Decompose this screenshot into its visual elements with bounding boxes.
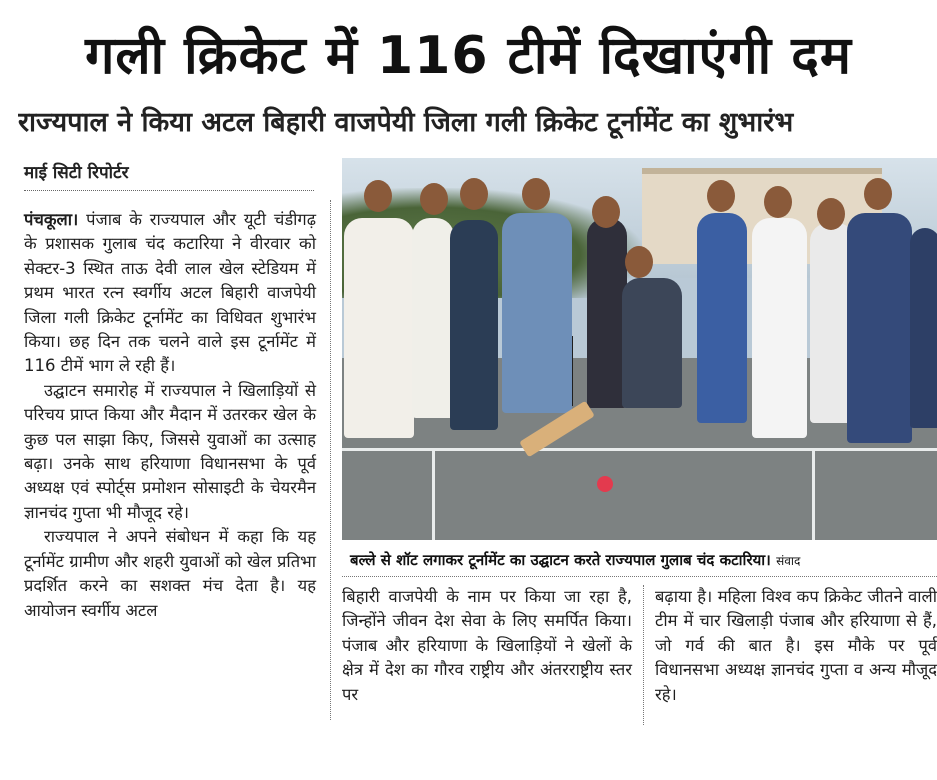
- column-divider-2: [643, 585, 644, 725]
- photo-credit: संवाद: [776, 554, 801, 568]
- person-official: [587, 218, 627, 408]
- paragraph-1-text: पंजाब के राज्यपाल और यूटी चंडीगढ़ के प्रशासक गुलाब चंद कटारिया ने वीरवार को सेक्टर-3 स्थित ताऊ देवी लाल खेल स्टेडियम में प्रथम भारत रत्न स्वर्गीय अटल बिहारी वाजपेयी जिला गली क्रिकेट टूर्नामेंट का विधिवत शुभारंभ किया। छह दिन तक चलने वाले इस टूर्नामेंट में 116 टीमें भाग ले रही हैं।: [24, 210, 316, 376]
- column-3-text: बढ़ाया है। महिला विश्व कप क्रिकेट जीतने वाली टीम में चार खिलाड़ी पंजाब और हरियाणा से हैं, जो गर्व की बात है। इस मौके पर पूर्व विधानसभा अध्यक्ष ज्ञानचंद गुप्ता व अन्य मौजूद रहे।: [655, 587, 937, 704]
- court-line: [432, 448, 435, 540]
- person-head: [460, 178, 488, 210]
- paragraph-1: [24, 208, 316, 379]
- person-head: [625, 246, 653, 278]
- news-photo: [342, 158, 937, 540]
- person-head: [592, 196, 620, 228]
- headline: गली क्रिकेट में 116 टीमें दिखाएंगी दम: [85, 26, 852, 86]
- cricket-ball: [597, 476, 613, 492]
- paragraph-3: राज्यपाल ने अपने संबोधन में कहा कि यह टूर्नामेंट ग्रामीण और शहरी युवाओं को खेल प्रतिभा प्रदर्शित करने का सशक्त मंच देता है। यह आयोजन स्वर्गीय अटल: [24, 527, 316, 620]
- person-official: [450, 220, 498, 430]
- person-head: [707, 180, 735, 212]
- person-head: [864, 178, 892, 210]
- article-column-2: [342, 585, 632, 707]
- byline: माई सिटी रिपोर्टर: [24, 163, 129, 183]
- article-column-3: [655, 585, 937, 707]
- dateline: पंचकूला।: [24, 210, 79, 229]
- person-head: [522, 178, 550, 210]
- court-line: [812, 448, 815, 540]
- caption-text: बल्ले से शॉट लगाकर टूर्नामेंट का उद्घाटन करते राज्यपाल गुलाब चंद कटारिया।: [350, 551, 771, 569]
- person-head: [764, 186, 792, 218]
- person-official: [752, 218, 807, 438]
- byline-divider: [24, 190, 314, 191]
- person-head: [364, 180, 392, 212]
- person-official: [847, 213, 912, 443]
- column-divider-1: [330, 200, 331, 720]
- subheadline: राज्यपाल ने किया अटल बिहारी वाजपेयी जिला गली क्रिकेट टूर्नामेंट का शुभारंभ: [18, 107, 794, 138]
- person-official: [502, 213, 572, 413]
- person-official: [412, 218, 454, 418]
- column-2-text: बिहारी वाजपेयी के नाम पर किया जा रहा है, जिन्होंने जीवन देश सेवा के लिए समर्पित किया। पंजाब और हरियाणा के खिलाड़ियों ने खेलों के क्षेत्र में देश का गौरव राष्ट्रीय और अंतरराष्ट्रीय स्तर पर: [342, 587, 632, 704]
- article-column-1: [24, 208, 316, 623]
- photo-caption: [350, 550, 937, 570]
- person-dignitary: [344, 218, 414, 438]
- paragraph-2: उद्घाटन समारोह में राज्यपाल ने खिलाड़ियों से परिचय प्राप्त किया और मैदान में उतरकर खेल के कुछ पल साझा किए, जिससे युवाओं का उत्साह बढ़ा। उनके साथ हरियाणा विधानसभा के पूर्व अध्यक्ष एवं स्पोर्ट्स प्रमोशन सोसाइटी के चेयरमैन ज्ञानचंद गुप्ता भी मौजूद रहे।: [24, 380, 316, 522]
- person-official: [697, 213, 747, 423]
- person-head: [420, 183, 448, 215]
- person-batting-governor: [622, 278, 682, 408]
- person-official: [910, 228, 937, 428]
- caption-divider: [342, 576, 937, 577]
- person-head: [817, 198, 845, 230]
